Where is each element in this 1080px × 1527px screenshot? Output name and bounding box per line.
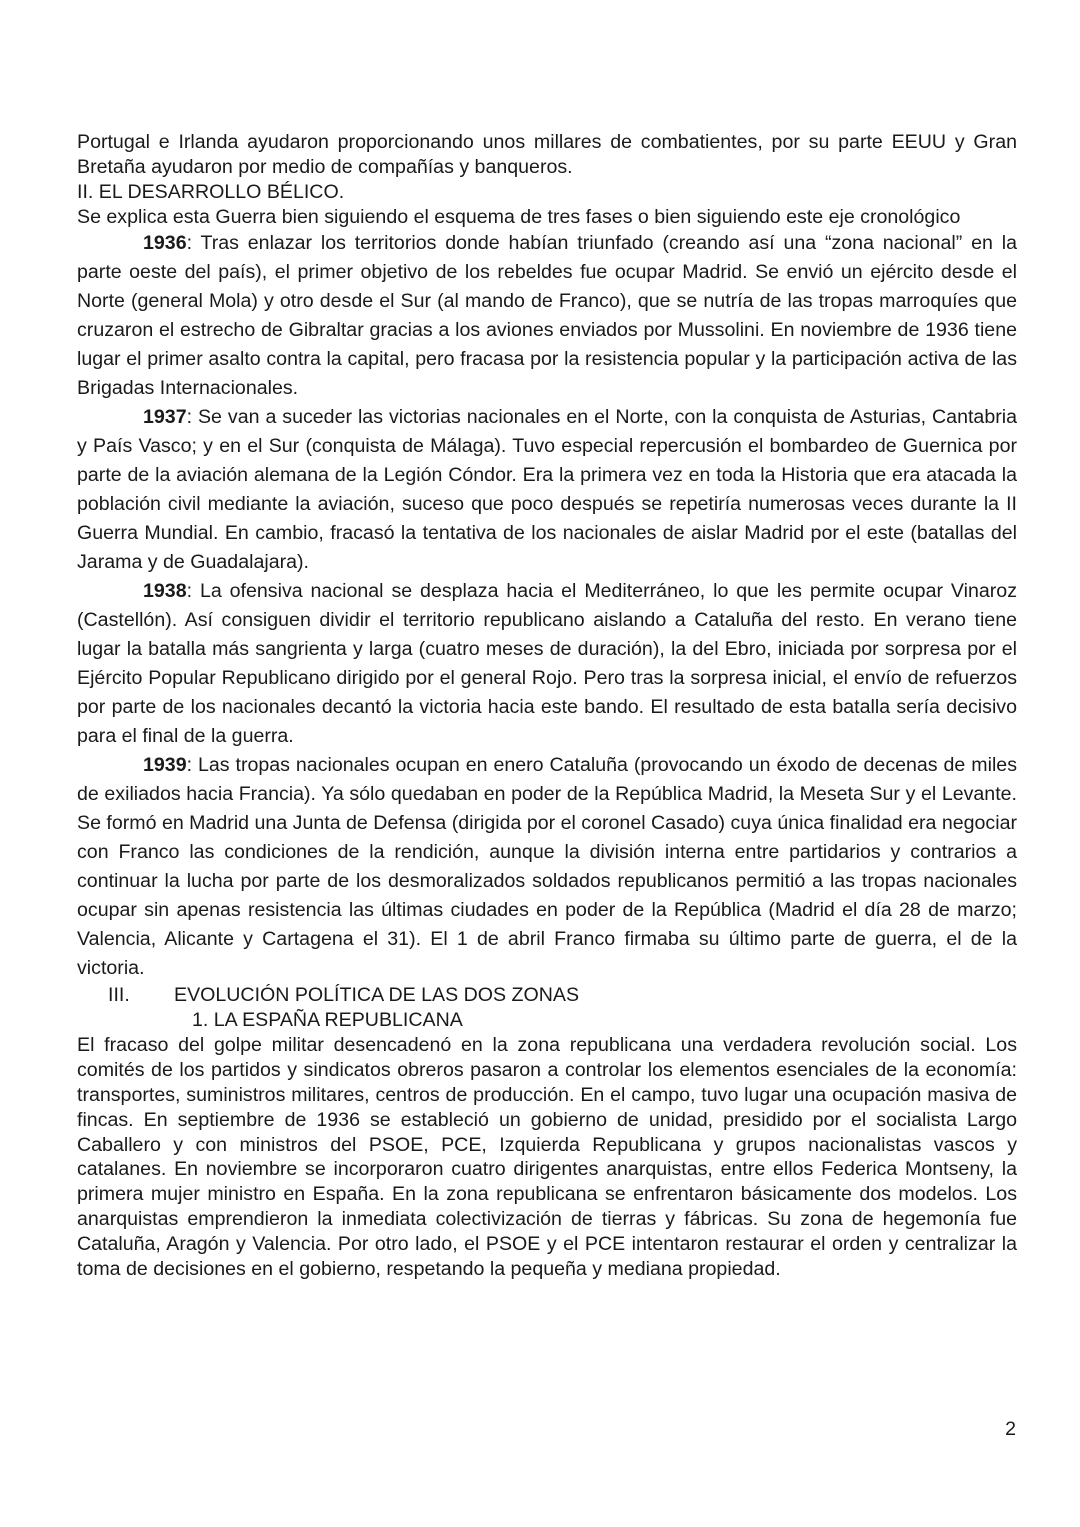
year-text: : Se van a suceder las victorias nacionales en el Norte, con la conquista de Asturias, Cantabria y País Vasco; y en el Sur (conquista de Málaga). Tuvo especial repercusión el bombardeo de Guernica por parte de la aviación alemana de la Legión Cóndor. Era la primera vez en toda la Historia que era atacada la población civil mediante la aviación, suceso que poco después se repetiría numerosas veces durante la II Guerra Mundial. En cambio, fracasó la tentativa de los nacionales de aislar Madrid por el este (batallas del Jarama y de Guadalajara). (77, 406, 1017, 574)
section-2-heading: II. EL DESARROLLO BÉLICO. (77, 180, 345, 203)
year-label: 1938 (143, 580, 187, 603)
section-3-paragraph: El fracaso del golpe militar desencadenó en la zona republicana una verdadera revolución social. Los comités de los partidos y sindicatos obreros pasaron a controlar los elementos esenciales de la economía: transportes, suministros militares, centros de producción. En el campo, tuvo lugar una ocupación masiva de fincas. En septiembre de 1936 se estableció un gobierno de unidad, presidido por el socialista Largo Caballero y con ministros del PSOE, PCE, Izquierda Republicana y grupos nacionalistas vascos y catalanes. En noviembre se incorporaron cuatro dirigentes anarquistas, entre ellos Federica Montseny, la primera mujer ministro en España. En la zona republicana se enfrentaron básicamente dos modelos. Los anarquistas emprendieron la inmediata colectivización de tierras y fábricas. Su zona de hegemonía fue Cataluña, Aragón y Valencia. Por otro lado, el PSOE y el PCE intentaron restaurar el orden y centralizar la toma de decisiones en el gobierno, respetando la pequeña y mediana propiedad. (77, 1034, 1017, 1280)
intro-paragraph: Portugal e Irlanda ayudaron proporcionando unos millares de combatientes, por su parte EEUU y Gran Bretaña ayudaron por medio de compañías y banqueros. (77, 131, 1017, 178)
section-3-title: EVOLUCIÓN POLÍTICA DE LAS DOS ZONAS (174, 984, 580, 1007)
year-label: 1939 (143, 754, 187, 777)
page-content (77, 130, 1017, 1281)
year-paragraph-1938 (77, 577, 1017, 751)
year-label: 1937 (143, 406, 187, 429)
page-number: 2 (1005, 1418, 1016, 1440)
section-2-intro: Se explica esta Guerra bien siguiendo el esquema de tres fases o bien siguiendo este eje cronológico (77, 205, 961, 228)
year-text: : La ofensiva nacional se desplaza hacia el Mediterráneo, lo que les permite ocupar Vinaroz (Castellón). Así consiguen dividir el territorio republicano aislando a Cataluña del resto. En verano tiene lugar la batalla más sangrienta y larga (cuatro meses de duración), la del Ebro, iniciada por sorpresa por el Ejército Popular Republicano dirigido por el general Rojo. Pero tras la sorpresa inicial, el envío de refuerzos por parte de los nacionales decantó la victoria hacia este bando. El resultado de esta batalla sería decisivo para el final de la guerra. (77, 580, 1017, 748)
year-label: 1936 (143, 232, 187, 255)
year-text: : Tras enlazar los territorios donde habían triunfado (creando así una “zona nacional” en la parte oeste del país), el primer objetivo de los rebeldes fue ocupar Madrid. Se envió un ejército desde el Norte (general Mola) y otro desde el Sur (al mando de Franco), que se nutría de las tropas marroquíes que cruzaron el estrecho de Gibraltar gracias a los aviones enviados por Mussolini. En noviembre de 1936 tiene lugar el primer asalto contra la capital, pero fracasa por la resistencia popular y la participación activa de las Brigadas Internacionales. (77, 232, 1017, 400)
section-3-heading (108, 983, 1017, 1008)
year-paragraph-1936 (77, 229, 1017, 403)
year-paragraph-1937 (77, 403, 1017, 577)
section-3-number: III. (108, 984, 130, 1007)
year-paragraph-1939 (77, 751, 1017, 983)
year-text: : Las tropas nacionales ocupan en enero Cataluña (provocando un éxodo de decenas de miles de exiliados hacia Francia). Ya sólo quedaban en poder de la República Madrid, la Meseta Sur y el Levante. Se formó en Madrid una Junta de Defensa (dirigida por el coronel Casado) cuya única finalidad era negociar con Franco las condiciones de la rendición, aunque la división interna entre partidarios y contrarios a continuar la lucha por parte de los desmoralizados soldados republicanos permitió a las tropas nacionales ocupar sin apenas resistencia las últimas ciudades en poder de la República (Madrid el día 28 de marzo; Valencia, Alicante y Cartagena el 31). El 1 de abril Franco firmaba su último parte de guerra, el de la victoria. (77, 754, 1017, 980)
section-3-subheading: 1. LA ESPAÑA REPUBLICANA (192, 1009, 463, 1032)
